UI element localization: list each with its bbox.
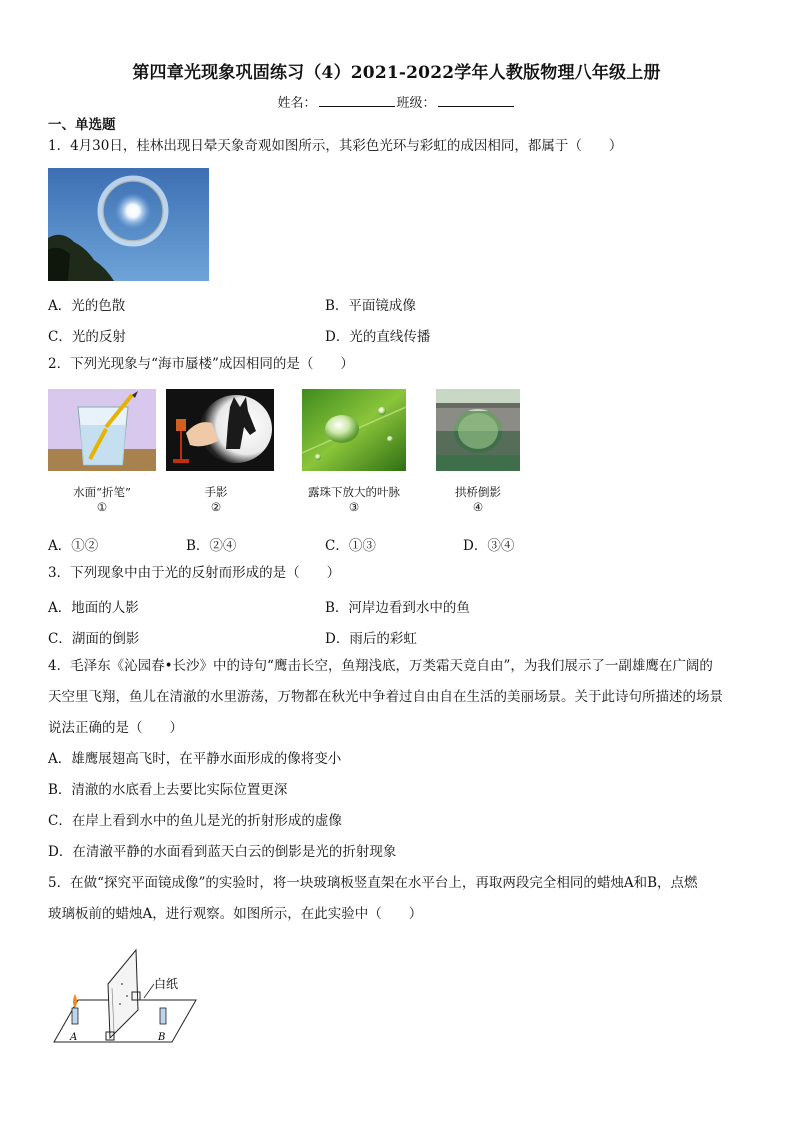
dew-drop-leaf-figure xyxy=(302,389,406,471)
q2-option-b: B．②④ xyxy=(186,538,237,554)
white-paper-label: 白纸 xyxy=(154,977,179,991)
figure-2-number: ② xyxy=(210,500,222,514)
question-5-stem-line-2: 玻璃板前的蜡烛A，进行观察。如图所示，在此实验中（ ） xyxy=(48,906,423,922)
q1-option-d: D．光的直线传播 xyxy=(325,329,431,345)
q4-option-d: D．在清澈平静的水面看到蓝天白云的倒影是光的折射现象 xyxy=(48,844,397,860)
halo-photo xyxy=(48,168,209,281)
class-label: 班级： xyxy=(396,96,436,111)
hand-shadow-figure xyxy=(166,389,274,471)
q4-option-b: B．清澈的水底看上去要比实际位置更深 xyxy=(48,782,288,798)
question-4-stem-line-2: 天空里飞翔，鱼儿在清澈的水里游荡，万物都在秋光中争着过自由自在生活的美丽场景。关于此诗句所描述的场景 xyxy=(48,689,723,705)
class-blank xyxy=(438,94,514,107)
section-heading: 一、单选题 xyxy=(48,117,116,133)
q1-option-b: B．平面镜成像 xyxy=(325,298,416,314)
q1-option-a: A．光的色散 xyxy=(48,298,126,314)
question-4-stem-line-3: 说法正确的是（ ） xyxy=(48,720,183,736)
candle-b-label: B xyxy=(158,1032,166,1043)
candle-a-label: A xyxy=(70,1032,78,1043)
question-5-stem-line-1: 5．在做“探究平面镜成像”的实验时，将一块玻璃板竖直架在水平台上，再取两段完全相同的蜡烛A和B，点燃 xyxy=(48,875,698,891)
question-3-stem: 3．下列现象中由于光的反射而形成的是（ ） xyxy=(48,565,341,581)
arch-bridge-figure xyxy=(436,389,520,471)
q3-option-a: A．地面的人影 xyxy=(48,600,139,616)
q3-option-c: C．湖面的倒影 xyxy=(48,631,140,647)
figure-1-number: ① xyxy=(96,500,108,514)
figure-1-caption: 水面“折笔” xyxy=(73,485,131,499)
q4-option-c: C．在岸上看到水中的鱼儿是光的折射形成的虚像 xyxy=(48,813,342,829)
bent-pencil-figure xyxy=(48,389,156,471)
q1-option-c: C．光的反射 xyxy=(48,329,126,345)
question-4-stem-line-1: 4．毛泽东《沁园春•长沙》中的诗句“鹰击长空，鱼翔浅底，万类霜天竞自由”，为我们展示了一副雄鹰在广阔的 xyxy=(48,658,713,674)
plane-mirror-experiment-figure xyxy=(50,944,200,1044)
question-2-stem: 2．下列光现象与“海市蜃楼”成因相同的是（ ） xyxy=(48,356,354,372)
figure-3-caption: 露珠下放大的叶脉 xyxy=(308,485,400,499)
question-1-stem: 1．4月30日，桂林出现日晕天象奇观如图所示，其彩色光环与彩虹的成因相同，都属于（ ） xyxy=(48,138,623,154)
figure-4-number: ④ xyxy=(472,500,484,514)
figure-4-caption: 拱桥倒影 xyxy=(455,485,501,499)
q2-option-a: A．①② xyxy=(48,538,99,554)
page-title: 第四章光现象巩固练习（4）2021-2022学年人教版物理八年级上册 xyxy=(132,63,661,83)
figure-2-caption: 手影 xyxy=(204,485,228,499)
q2-option-d: D．③④ xyxy=(463,538,515,554)
figure-3-number: ③ xyxy=(348,500,360,514)
q2-option-c: C．①③ xyxy=(325,538,376,554)
q3-option-b: B．河岸边看到水中的鱼 xyxy=(325,600,470,616)
name-blank xyxy=(319,94,395,107)
q3-option-d: D．雨后的彩虹 xyxy=(325,631,417,647)
name-label: 姓名： xyxy=(277,96,317,111)
name-class-line xyxy=(0,92,793,111)
q4-option-a: A．雄鹰展翅高飞时，在平静水面形成的像将变小 xyxy=(48,751,342,767)
